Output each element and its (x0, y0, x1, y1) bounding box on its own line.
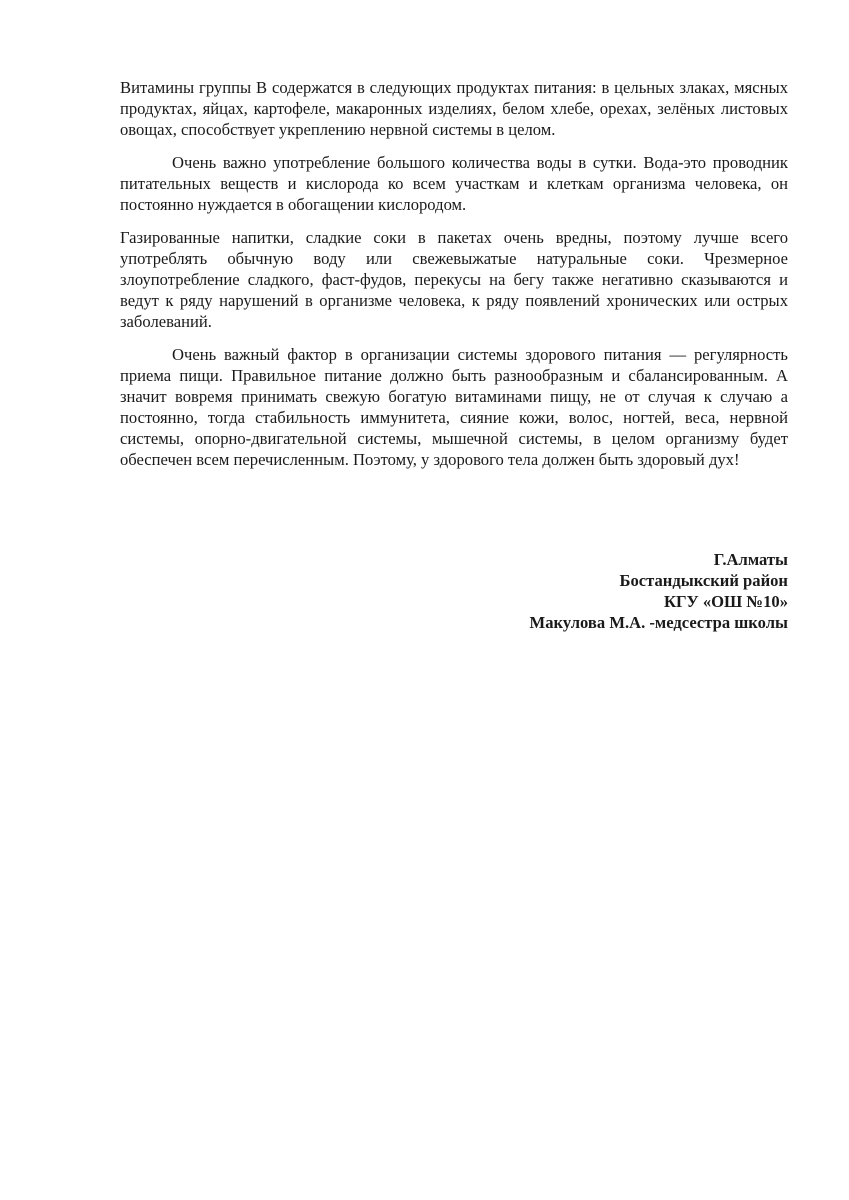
paragraph-drinks: Газированные напитки, сладкие соки в пакетах очень вредны, поэтому лучше всего употреблять обычную воду или свежевыжатые натуральные соки. Чрезмерное злоупотребление сладкого, фаст-фудов, перекусы на бегу также негативно сказываются и ведут к ряду нарушений в организме человека, к ряду появлений хронических или острых заболеваний. (120, 228, 788, 331)
signature-author: Макулова М.А. -медсестра школы (529, 613, 788, 632)
paragraph-regular-meals: Очень важный фактор в организации системы здорового питания — регулярность приема пищи. Правильное питание должно быть разнообразным и сбалансированным. А значит вовремя принимать свежую богатую витаминами пищу, не от случая к случаю а постоянно, тогда стабильность иммунитета, сияние кожи, волос, ногтей, веса, нервной системы, опорно-двигательной системы, мышечной системы, в целом организму будет обеспечен всем перечисленным. Поэтому, у здорового тела должен быть здоровый дух! (120, 345, 788, 469)
signature-district: Бостандыкский район (619, 571, 788, 590)
signature-city: Г.Алматы (713, 550, 788, 569)
document-body (120, 77, 788, 482)
paragraph-water: Очень важно употребление большого количества воды в сутки. Вода-это проводник питательных веществ и кислорода ко всем участкам и клеткам организма человека, он постоянно нуждается в обогащении кислородом. (120, 153, 788, 214)
signature-school: КГУ «ОШ №10» (663, 592, 788, 611)
signature-block (530, 549, 788, 633)
paragraph-vitamins-b: Витамины группы В содержатся в следующих продуктах питания: в цельных злаках, мясных продуктах, яйцах, картофеле, макаронных изделиях, белом хлебе, орехах, зелёных листовых овощах, способствует укреплению нервной системы в целом. (120, 78, 788, 139)
